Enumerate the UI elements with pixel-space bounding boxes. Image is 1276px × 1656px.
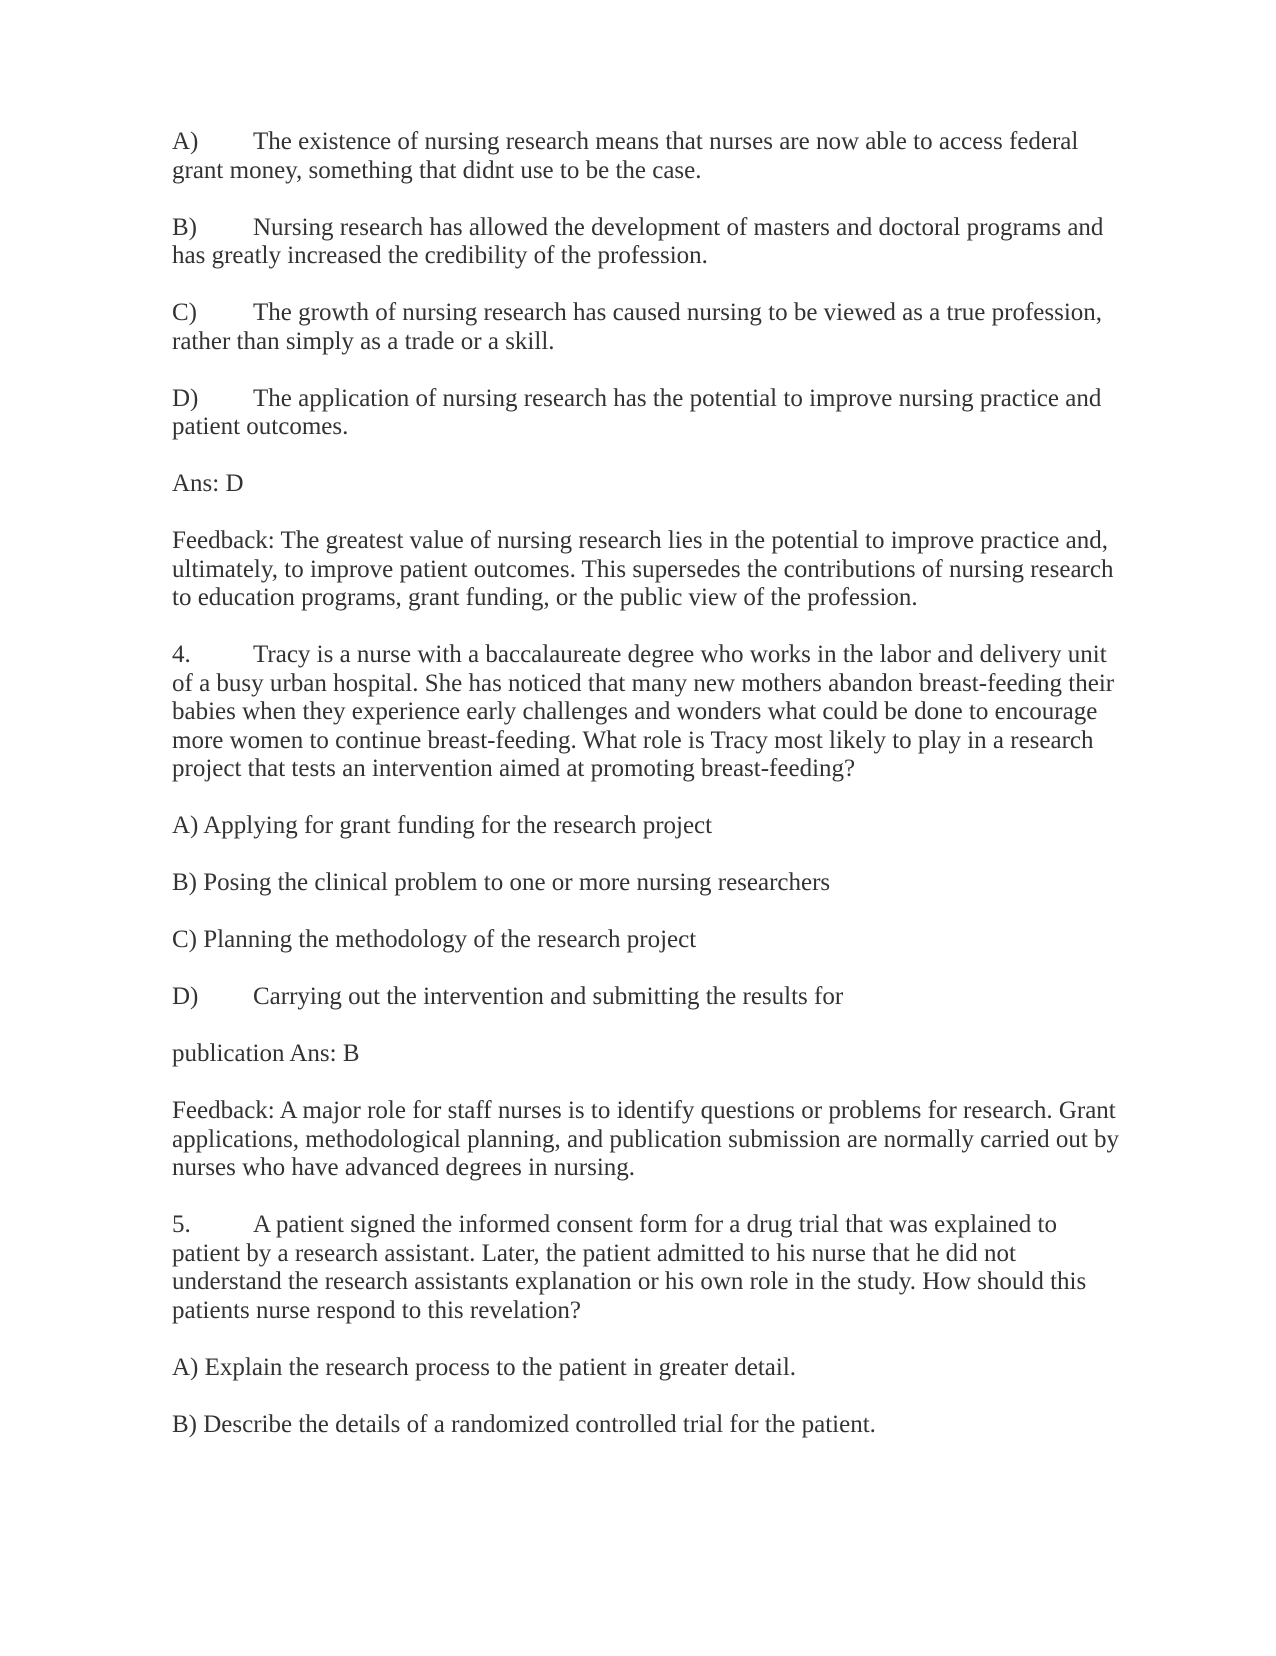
option-label: C)	[172, 299, 197, 326]
option-text: B) Posing the clinical problem to one or more nursing researchers	[172, 869, 831, 896]
question-label: 5.	[172, 1211, 191, 1238]
question-text: Tracy is a nurse with a baccalaureate degree who works in the labor and delivery unit of a busy urban hospital. She has noticed that many new mothers abandon breast-feeding their babies when they experience early challenges and wonders what could be done to encourage more women to continue breast-feeding. What role is Tracy most likely to play in a research project that tests an intervention aimed at promoting breast-feeding?	[172, 641, 1115, 782]
option-paragraph	[172, 128, 1124, 185]
option-text: B) Describe the details of a randomized controlled trial for the patient.	[172, 1410, 876, 1438]
option-text: A) Explain the research process to the patient in greater detail.	[172, 1353, 797, 1381]
feedback-text: Feedback: A major role for staff nurses is to identify questions or problems for research. Grant applications, methodological planning, and publication submission are normally carried out by nurses who have advanced degrees in nursing.	[172, 1097, 1120, 1181]
answer-paragraph	[172, 470, 1124, 499]
option-paragraph	[172, 926, 1124, 955]
option-paragraph	[172, 385, 1124, 442]
feedback-text: Feedback: The greatest value of nursing research lies in the potential to improve practice and, ultimately, to improve patient outcomes. This supersedes the contributions of nursing research to education programs, grant funding, or the public view of the profession.	[172, 527, 1114, 611]
answer-text: Ans: D	[172, 470, 244, 497]
option-text: Nursing research has allowed the development of masters and doctoral programs and has greatly increased the credibility of the profession.	[172, 213, 1104, 269]
option-paragraph	[172, 983, 1124, 1012]
answer-text: publication Ans: B	[172, 1040, 360, 1067]
question-label: 4.	[172, 641, 191, 668]
option-paragraph	[172, 214, 1124, 271]
document-content	[172, 128, 1124, 1439]
option-text: A) Applying for grant funding for the research project	[172, 812, 713, 839]
question-paragraph	[172, 641, 1124, 784]
option-label: B)	[172, 213, 197, 241]
option-text: Carrying out the intervention and submitting the results for	[253, 983, 844, 1010]
option-text: The growth of nursing research has caused nursing to be viewed as a true profession, rather than simply as a trade or a skill.	[172, 299, 1103, 355]
option-text: The application of nursing research has the potential to improve nursing practice and patient outcomes.	[172, 384, 1102, 440]
feedback-paragraph	[172, 1097, 1124, 1183]
option-text: The existence of nursing research means that nurses are now able to access federal grant money, something that didnt use to be the case.	[172, 128, 1079, 184]
option-label: A)	[172, 128, 199, 155]
option-text: C) Planning the methodology of the research project	[172, 926, 697, 953]
option-paragraph	[172, 1411, 1124, 1440]
option-paragraph	[172, 812, 1124, 841]
option-paragraph	[172, 869, 1124, 898]
option-paragraph	[172, 1354, 1124, 1383]
question-text: A patient signed the informed consent form for a drug trial that was explained to patient by a research assistant. Later, the patient admitted to his nurse that he did not understand the research assistants explanation or his own role in the study. How should this patients nurse respond to this revelation?	[172, 1211, 1087, 1324]
answer-paragraph	[172, 1040, 1124, 1069]
option-label: D)	[172, 384, 199, 412]
option-label: D)	[172, 983, 199, 1010]
question-paragraph	[172, 1211, 1124, 1325]
option-paragraph	[172, 299, 1124, 356]
feedback-paragraph	[172, 527, 1124, 613]
